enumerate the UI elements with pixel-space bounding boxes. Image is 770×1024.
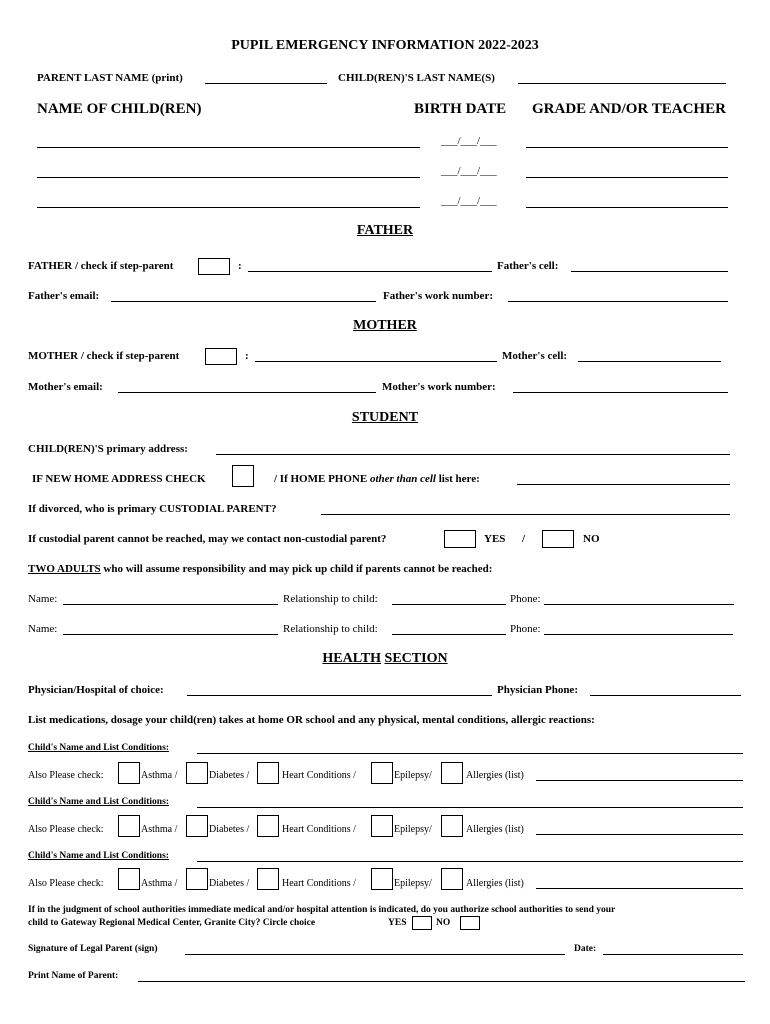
mother-work-field[interactable] — [513, 392, 728, 393]
asthma-label-1: Asthma / — [141, 770, 178, 781]
grade-field-3[interactable] — [526, 207, 728, 208]
signature-label: Signature of Legal Parent (sign) — [28, 944, 158, 954]
asthma-label-2: Asthma / — [141, 824, 178, 835]
authorize-no-box[interactable] — [460, 916, 480, 930]
adult-2-phone-field[interactable] — [544, 634, 733, 635]
authorize-text-line-2: child to Gateway Regional Medical Center, Granite City? Circle choice — [28, 918, 316, 928]
child-conditions-field-1[interactable] — [197, 753, 743, 754]
medications-label: List medications, dosage your child(ren) takes at home OR school and any physical, mental conditions, allergic reactions: — [28, 714, 595, 726]
also-check-label-2: Also Please check: — [28, 824, 104, 835]
mother-step-label: MOTHER / check if step-parent — [28, 350, 180, 362]
adult-2-phone-label: Phone: — [510, 623, 541, 635]
allergies-field-1[interactable] — [536, 780, 743, 781]
heart-label-2: Heart Conditions / — [282, 824, 356, 835]
health-title-word-1: HEALTH — [322, 651, 382, 666]
diabetes-label-2: Diabetes / — [209, 824, 250, 835]
mother-name-field[interactable] — [255, 361, 497, 362]
noncustodial-slash: / — [522, 533, 526, 545]
birth-date-field-2[interactable]: ___/___/___ — [441, 165, 497, 177]
father-step-label: FATHER / check if step-parent — [28, 260, 174, 272]
father-cell-label: Father's cell: — [497, 260, 559, 272]
custodial-parent-label: If divorced, who is primary CUSTODIAL PARENT? — [28, 503, 277, 515]
home-phone-suffix: list here: — [438, 473, 480, 485]
noncustodial-yes-checkbox[interactable] — [444, 530, 476, 548]
authorize-text-line-1: If in the judgment of school authorities immediate medical and/or hospital attention is indicated, do you authorize school authorities to send your — [28, 905, 616, 915]
noncustodial-label: If custodial parent cannot be reached, may we contact non-custodial parent? — [28, 533, 387, 545]
also-check-label-3: Also Please check: — [28, 878, 104, 889]
children-last-name-label: CHILD(REN)'S LAST NAME(S) — [338, 72, 495, 84]
new-address-checkbox[interactable] — [232, 465, 254, 487]
epilepsy-checkbox-1[interactable] — [371, 762, 393, 784]
child-conditions-field-3[interactable] — [197, 861, 743, 862]
allergies-label-1: Allergies (list) — [466, 770, 524, 781]
authorize-yes-label: YES — [388, 918, 407, 928]
children-last-name-field[interactable] — [518, 83, 726, 84]
physician-label: Physician/Hospital of choice: — [28, 684, 164, 696]
noncustodial-no-checkbox[interactable] — [542, 530, 574, 548]
father-colon: : — [238, 260, 242, 272]
diabetes-checkbox-3[interactable] — [186, 868, 208, 890]
birth-date-header: BIRTH DATE — [414, 101, 507, 117]
epilepsy-label-3: Epilepsy/ — [394, 878, 432, 889]
home-phone-prefix: / If HOME PHONE — [274, 473, 368, 485]
adult-1-name-label: Name: — [28, 593, 58, 605]
heart-label-3: Heart Conditions / — [282, 878, 356, 889]
name-of-children-header: NAME OF CHILD(REN) — [37, 101, 202, 117]
two-adults-label — [28, 563, 492, 575]
father-step-checkbox[interactable] — [198, 258, 230, 275]
grade-teacher-header: GRADE AND/OR TEACHER — [532, 101, 726, 117]
primary-address-field[interactable] — [216, 454, 730, 455]
asthma-checkbox-1[interactable] — [118, 762, 140, 784]
authorize-yes-box[interactable] — [412, 916, 432, 930]
print-name-label: Print Name of Parent: — [28, 971, 119, 981]
allergies-checkbox-3[interactable] — [441, 868, 463, 890]
asthma-checkbox-3[interactable] — [118, 868, 140, 890]
health-section-title — [0, 651, 770, 667]
father-cell-field[interactable] — [571, 271, 728, 272]
adult-2-relationship-field[interactable] — [392, 634, 506, 635]
child-name-field-3[interactable] — [37, 207, 420, 208]
child-conditions-label-3: Child's Name and List Conditions: — [28, 851, 169, 861]
mother-colon: : — [245, 350, 249, 362]
new-address-label: IF NEW HOME ADDRESS CHECK — [32, 473, 206, 485]
birth-date-field-1[interactable]: ___/___/___ — [441, 135, 497, 147]
allergies-label-3: Allergies (list) — [466, 878, 524, 889]
grade-field-1[interactable] — [526, 147, 728, 148]
asthma-label-3: Asthma / — [141, 878, 178, 889]
diabetes-checkbox-2[interactable] — [186, 815, 208, 837]
allergies-field-2[interactable] — [536, 834, 743, 835]
father-work-label: Father's work number: — [383, 290, 493, 302]
parent-last-name-field[interactable] — [205, 83, 327, 84]
epilepsy-label-2: Epilepsy/ — [394, 824, 432, 835]
signature-field[interactable] — [185, 954, 565, 955]
adult-1-name-field[interactable] — [63, 604, 278, 605]
home-phone-field[interactable] — [517, 484, 730, 485]
parent-last-name-label: PARENT LAST NAME (print) — [37, 72, 183, 84]
child-conditions-field-2[interactable] — [197, 807, 743, 808]
noncustodial-yes-label: YES — [484, 533, 506, 545]
adult-1-relationship-field[interactable] — [392, 604, 506, 605]
mother-step-checkbox[interactable] — [205, 348, 237, 365]
mother-cell-label: Mother's cell: — [502, 350, 568, 362]
adult-1-phone-label: Phone: — [510, 593, 541, 605]
allergies-checkbox-2[interactable] — [441, 815, 463, 837]
allergies-field-3[interactable] — [536, 888, 743, 889]
child-name-field-2[interactable] — [37, 177, 420, 178]
father-email-field[interactable] — [111, 301, 376, 302]
mother-cell-field[interactable] — [578, 361, 721, 362]
father-email-label: Father's email: — [28, 290, 100, 302]
two-adults-underlined: TWO ADULTS — [28, 563, 101, 575]
signature-date-field[interactable] — [603, 954, 743, 955]
physician-phone-label: Physician Phone: — [497, 684, 578, 696]
also-check-label-1: Also Please check: — [28, 770, 104, 781]
father-name-field[interactable] — [248, 271, 492, 272]
mother-work-label: Mother's work number: — [382, 381, 496, 393]
primary-address-label: CHILD(REN)'S primary address: — [28, 443, 188, 455]
heart-checkbox-3[interactable] — [257, 868, 279, 890]
home-phone-italic: other than cell — [369, 473, 436, 485]
father-section-title: FATHER — [356, 223, 414, 238]
physician-phone-field[interactable] — [590, 695, 741, 696]
mother-email-label: Mother's email: — [28, 381, 103, 393]
allergies-label-2: Allergies (list) — [466, 824, 524, 835]
adult-2-relationship-label: Relationship to child: — [283, 623, 378, 635]
asthma-checkbox-2[interactable] — [118, 815, 140, 837]
child-conditions-label-2: Child's Name and List Conditions: — [28, 797, 169, 807]
heart-checkbox-2[interactable] — [257, 815, 279, 837]
diabetes-label-3: Diabetes / — [209, 878, 250, 889]
epilepsy-checkbox-2[interactable] — [371, 815, 393, 837]
adult-2-name-field[interactable] — [63, 634, 278, 635]
noncustodial-no-label: NO — [583, 533, 600, 545]
adult-1-phone-field[interactable] — [544, 604, 734, 605]
epilepsy-checkbox-3[interactable] — [371, 868, 393, 890]
heart-checkbox-1[interactable] — [257, 762, 279, 784]
print-name-field[interactable] — [138, 981, 745, 982]
birth-date-field-3[interactable]: ___/___/___ — [441, 195, 497, 207]
grade-field-2[interactable] — [526, 177, 728, 178]
epilepsy-label-1: Epilepsy/ — [394, 770, 432, 781]
two-adults-text: who will assume responsibility and may pick up child if parents cannot be reached: — [103, 563, 493, 575]
child-conditions-label-1: Child's Name and List Conditions: — [28, 743, 169, 753]
father-work-field[interactable] — [508, 301, 728, 302]
child-name-field-1[interactable] — [37, 147, 420, 148]
mother-section-title: MOTHER — [353, 318, 417, 333]
mother-email-field[interactable] — [118, 392, 376, 393]
diabetes-label-1: Diabetes / — [209, 770, 250, 781]
page-title: PUPIL EMERGENCY INFORMATION 2022-2023 — [231, 38, 539, 53]
health-title-word-2: SECTION — [384, 651, 448, 666]
student-section-title: STUDENT — [351, 410, 419, 425]
signature-date-label: Date: — [574, 944, 597, 954]
authorize-no-label: NO — [436, 918, 451, 928]
adult-1-relationship-label: Relationship to child: — [283, 593, 378, 605]
allergies-checkbox-1[interactable] — [441, 762, 463, 784]
custodial-parent-field[interactable] — [321, 514, 730, 515]
heart-label-1: Heart Conditions / — [282, 770, 356, 781]
adult-2-name-label: Name: — [28, 623, 58, 635]
diabetes-checkbox-1[interactable] — [186, 762, 208, 784]
home-phone-label — [274, 473, 480, 485]
physician-field[interactable] — [187, 695, 492, 696]
